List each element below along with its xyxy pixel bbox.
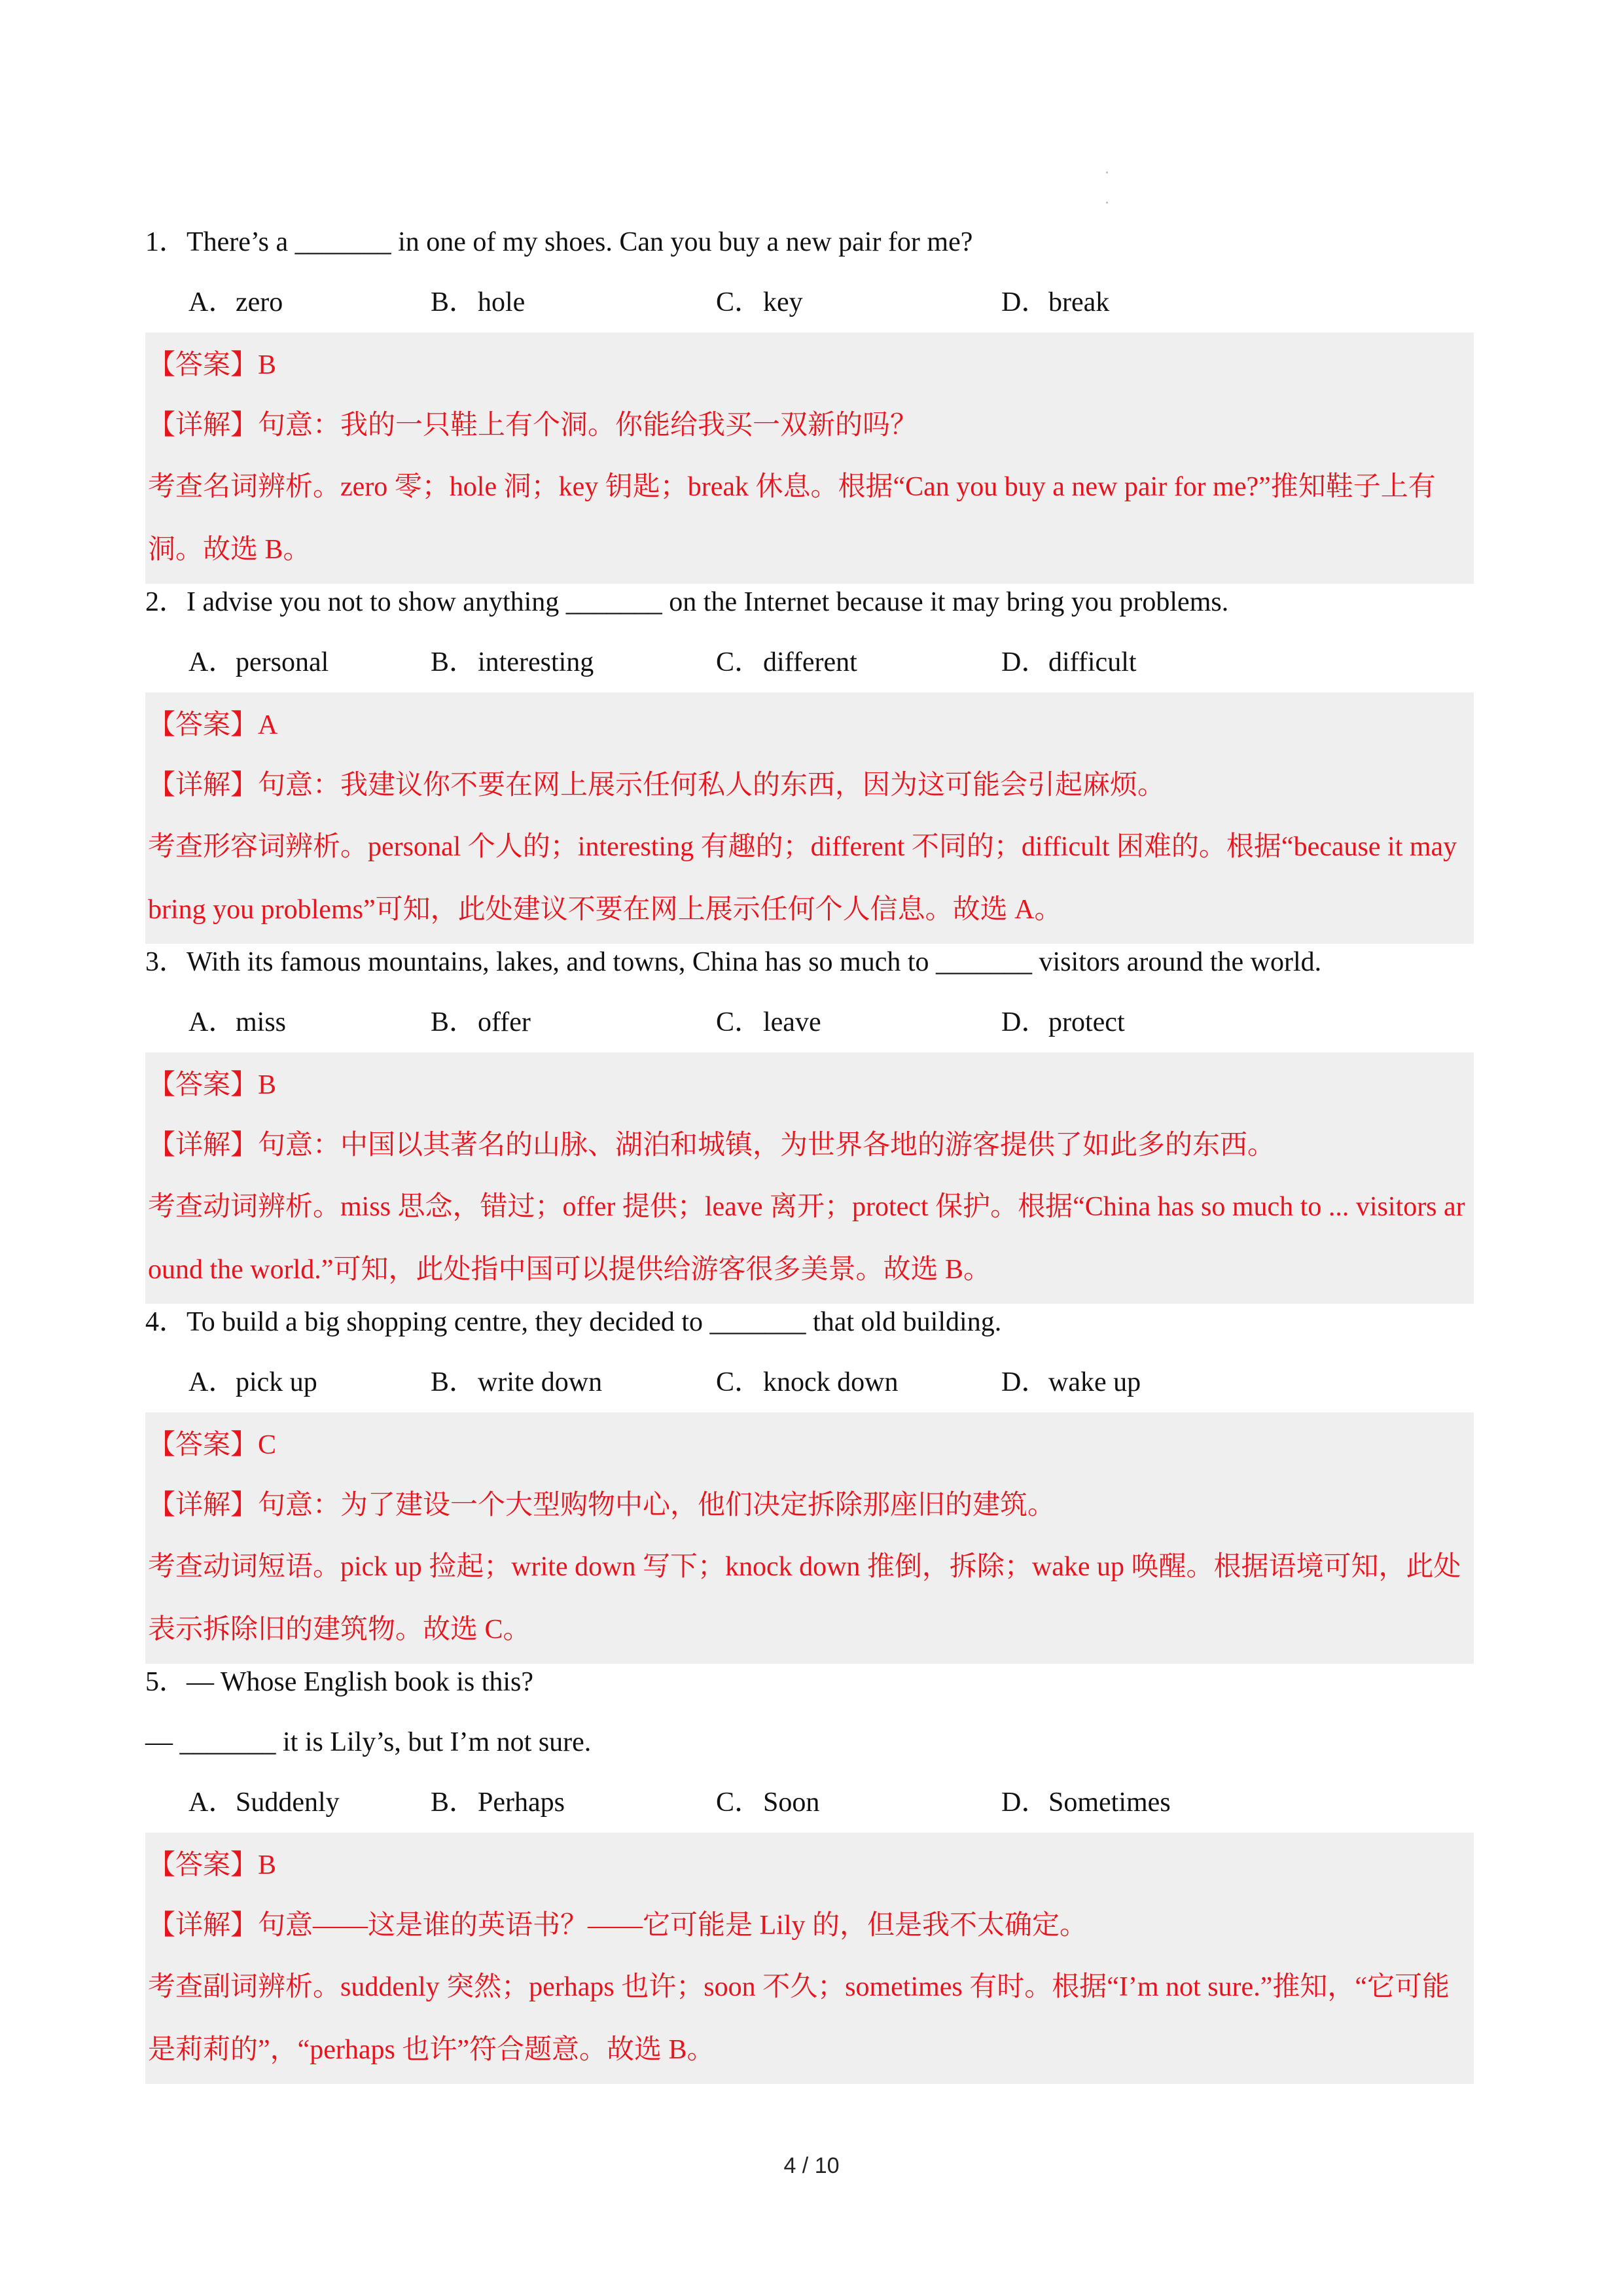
option-d: D．protect — [1001, 1007, 1125, 1037]
answer-letter: A — [258, 710, 278, 740]
option-a: A．zero — [188, 287, 283, 317]
option-c: C．knock down — [716, 1367, 899, 1397]
translation-line: 【详解】句意：我的一只鞋上有个洞。你能给我买一双新的吗？ — [148, 410, 918, 440]
answer-box — [145, 692, 1474, 944]
option-d: D．wake up — [1001, 1367, 1141, 1397]
answer-letter: B — [258, 350, 277, 380]
answer-line: 【答案】C — [148, 1430, 277, 1460]
question-2 — [145, 572, 1474, 944]
answer-box — [145, 1412, 1474, 1664]
options-row — [145, 992, 1474, 1052]
scan-speck — [1106, 202, 1108, 204]
translation-line: 【详解】句意：为了建设一个大型购物中心，他们决定拆除那座旧的建筑。 — [148, 1490, 1056, 1520]
question-5 — [145, 1652, 1474, 2084]
question-3 — [145, 932, 1474, 1304]
option-b: B．Perhaps — [431, 1787, 565, 1818]
answer-line: 【答案】B — [148, 1070, 277, 1100]
options-row — [145, 1772, 1474, 1833]
option-d: D．break — [1001, 287, 1110, 317]
answer-letter: B — [258, 1070, 277, 1100]
answer-line: 【答案】B — [148, 1850, 277, 1880]
question-1 — [145, 212, 1474, 584]
question-stem: 3．With its famous mountains, lakes, and towns, China has so much to _______ visitors around the world. — [145, 947, 1322, 977]
option-c: C．key — [716, 287, 803, 317]
explanation: 考查动词辨析。miss 思念，错过；offer 提供；leave 离开；protect 保护。根据“China has so much to ... visitors around the world.”可知，此处指中国可以提供给游客很多美景。故选 B。 — [148, 1192, 1465, 1285]
option-c: C．Soon — [716, 1787, 820, 1818]
option-a: A．miss — [188, 1007, 287, 1037]
option-d: D．difficult — [1001, 647, 1137, 677]
option-c: C．different — [716, 647, 857, 677]
answer-box — [145, 1052, 1474, 1304]
options-row — [145, 632, 1474, 692]
translation-line: 【详解】句意：我建议你不要在网上展示任何私人的东西，因为这可能会引起麻烦。 — [148, 770, 1166, 800]
option-b: B．interesting — [431, 647, 594, 677]
option-a: A．Suddenly — [188, 1787, 340, 1818]
answer-line: 【答案】A — [148, 710, 278, 740]
option-d: D．Sometimes — [1001, 1787, 1171, 1818]
translation-line: 【详解】句意：中国以其著名的山脉、湖泊和城镇，为世界各地的游客提供了如此多的东西。 — [148, 1130, 1275, 1160]
answer-box — [145, 1833, 1474, 2084]
answer-box — [145, 332, 1474, 584]
question-stem: 2．I advise you not to show anything _______ on the Internet because it may bring you problems. — [145, 587, 1229, 617]
option-b: B．offer — [431, 1007, 531, 1037]
explanation: 考查副词辨析。suddenly 突然；perhaps 也许；soon 不久；sometimes 有时。根据“I’m not sure.”推知，“它可能是莉莉的”，“perhaps 也许”符合题意。故选 B。 — [148, 1972, 1450, 2065]
explanation: 考查名词辨析。zero 零；hole 洞；key 钥匙；break 休息。根据“Can you buy a new pair for me?”推知鞋子上有洞。故选 B。 — [148, 472, 1436, 565]
explanation: 考查形容词辨析。personal 个人的；interesting 有趣的；different 不同的；difficult 困难的。根据“because it may bring you problems”可知，此处建议不要在网上展示任何个人信息。故选 A。 — [148, 832, 1457, 925]
option-a: A．personal — [188, 647, 329, 677]
question-stem: 5．— Whose English book is this? — [145, 1667, 534, 1697]
option-c: C．leave — [716, 1007, 821, 1037]
options-row — [145, 272, 1474, 332]
explanation: 考查动词短语。pick up 捡起；write down 写下；knock down 推倒，拆除；wake up 唤醒。根据语境可知，此处表示拆除旧的建筑物。故选 C。 — [148, 1552, 1461, 1645]
option-b: B．hole — [431, 287, 526, 317]
answer-letter: C — [258, 1430, 277, 1460]
answer-line: 【答案】B — [148, 350, 277, 380]
question-4 — [145, 1292, 1474, 1664]
options-row — [145, 1352, 1474, 1412]
answer-letter: B — [258, 1850, 277, 1880]
scan-speck — [1106, 171, 1108, 173]
option-b: B．write down — [431, 1367, 603, 1397]
page-number: 4 / 10 — [783, 2153, 840, 2178]
option-a: A．pick up — [188, 1367, 317, 1397]
translation-line: 【详解】句意——这是谁的英语书？——它可能是 Lily 的，但是我不太确定。 — [148, 1910, 1088, 1941]
question-stem-reply: — _______ it is Lily’s, but I’m not sure. — [145, 1727, 592, 1757]
question-stem: 1．There’s a _______ in one of my shoes. Can you buy a new pair for me? — [145, 227, 973, 257]
question-stem: 4．To build a big shopping centre, they decided to _______ that old building. — [145, 1307, 1002, 1337]
